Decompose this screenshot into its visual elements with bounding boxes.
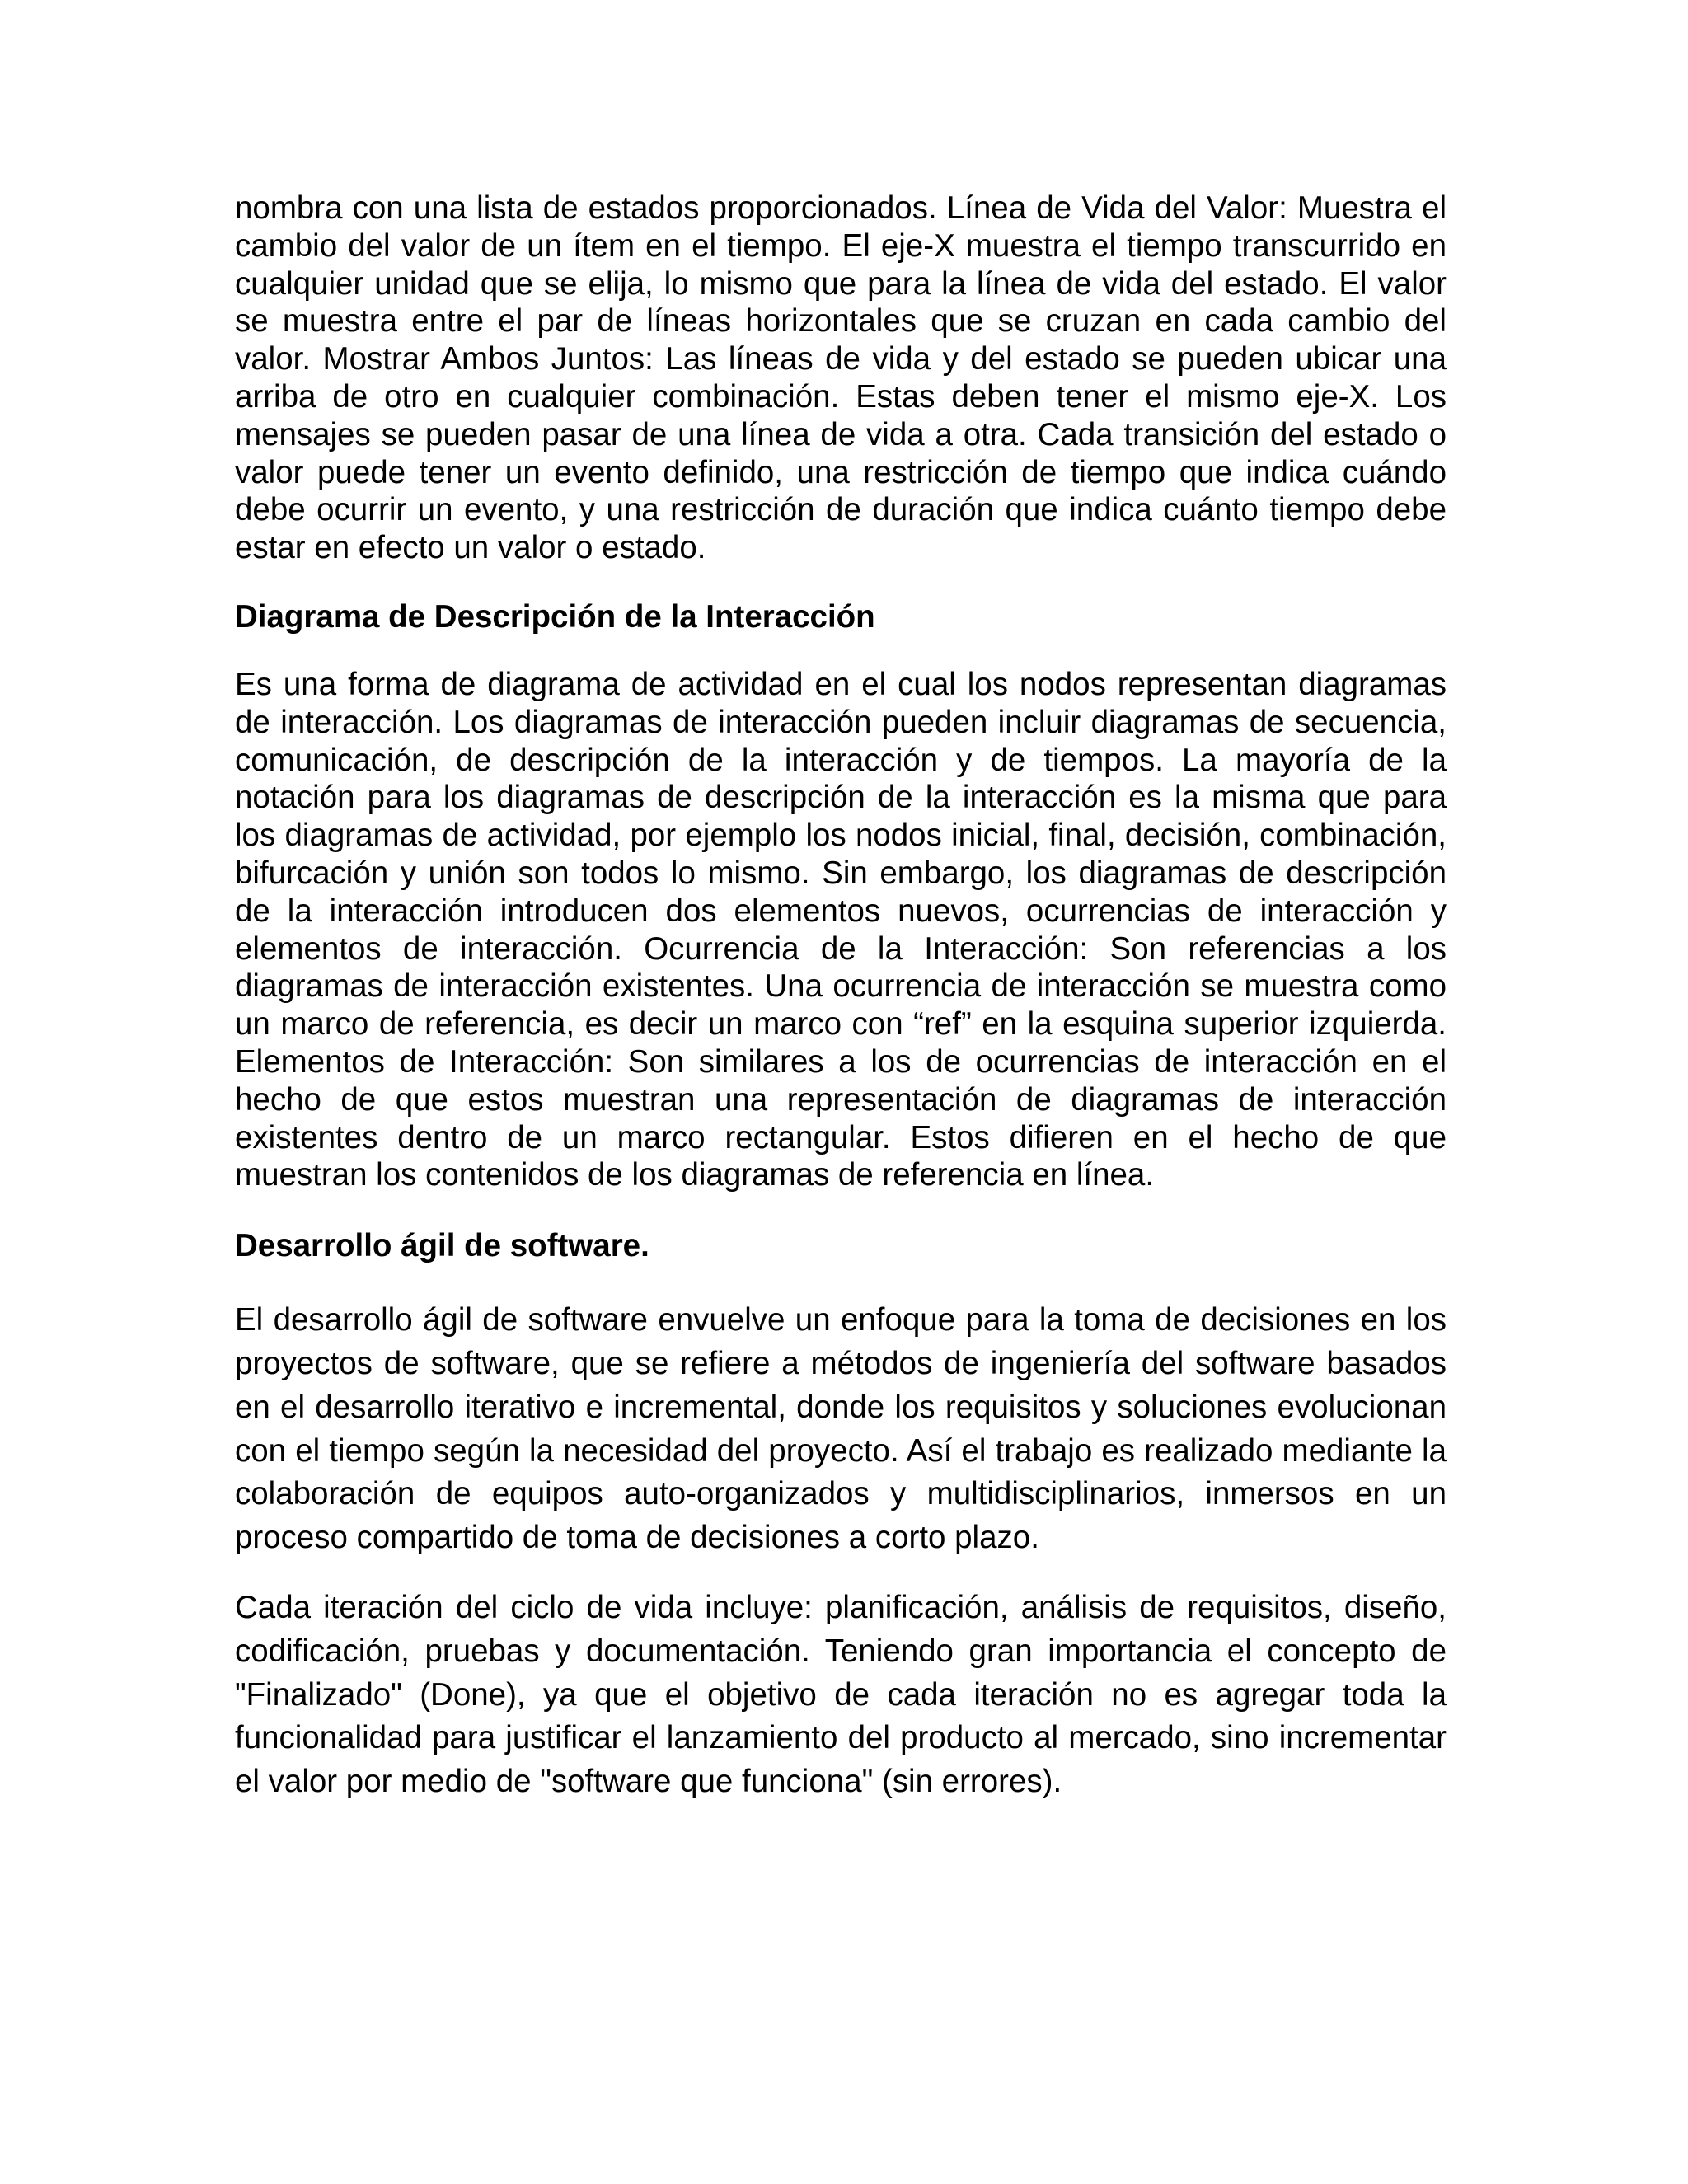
- paragraph-interaction-overview: Es una forma de diagrama de actividad en el cual los nodos representan diagramas de interacción. Los diagramas de interacción pueden incluir diagramas de secuencia, comunicación, de descripción de la interacción y de tiempos. La mayoría de la notación para los diagramas de descripción de la interacción es la misma que para los diagramas de actividad, por ejemplo los nodos inicial, final, decisión, combinación, bifurcación y unión son todos lo mismo. Sin embargo, los diagramas de descripción de la interacción introducen dos elementos nuevos, ocurrencias de interacción y elementos de interacción. Ocurrencia de la Interacción: Son referencias a los diagramas de interacción existentes. Una ocurrencia de interacción se muestra como un marco de referencia, es decir un marco con “ref” en la esquina superior izquierda. Elementos de Interacción: Son similares a los de ocurrencias de interacción en el hecho de que estos muestran una representación de diagramas de interacción existentes dentro de un marco rectangular. Estos difieren en el hecho de que muestran los contenidos de los diagramas de referencia en línea.: [235, 666, 1447, 1193]
- heading-interaction-overview: Diagrama de Descripción de la Interacción: [235, 598, 875, 635]
- paragraph-timing-lifelines: nombra con una lista de estados proporcionados. Línea de Vida del Valor: Muestra el cambio del valor de un ítem en el tiempo. El eje-X muestra el tiempo transcurrido en cualquier unidad que se elija, lo mismo que para la línea de vida del estado. El valor se muestra entre el par de líneas horizontales que se cruzan en cada cambio del valor. Mostrar Ambos Juntos: Las líneas de vida y del estado se pueden ubicar una arriba de otro en cualquier combinación. Estas deben tener el mismo eje-X. Los mensajes se pueden pasar de una línea de vida a otra. Cada transición del estado o valor puede tener un evento definido, una restricción de tiempo que indica cuándo debe ocurrir un evento, y una restricción de duración que indica cuánto tiempo debe estar en efecto un valor o estado.: [235, 190, 1447, 566]
- paragraph-agile-iteration: Cada iteración del ciclo de vida incluye: planificación, análisis de requisitos, diseño, codificación, pruebas y documentación. Teniendo gran importancia el concepto de "Finalizado" (Done), ya que el objetivo de cada iteración no es agregar toda la funcionalidad para justificar el lanzamiento del producto al mercado, sino incrementar el valor por medio de "software que funciona" (sin errores).: [235, 1589, 1447, 1800]
- paragraph-agile-definition: El desarrollo ágil de software envuelve un enfoque para la toma de decisiones en los proyectos de software, que se refiere a métodos de ingeniería del software basados en el desarrollo iterativo e incremental, donde los requisitos y soluciones evolucionan con el tiempo según la necesidad del proyecto. Así el trabajo es realizado mediante la colaboración de equipos auto-organizados y multidisciplinarios, inmersos en un proceso compartido de toma de decisiones a corto plazo.: [235, 1302, 1447, 1556]
- heading-agile-development: Desarrollo ágil de software.: [235, 1228, 649, 1264]
- page-body: [235, 190, 1447, 1804]
